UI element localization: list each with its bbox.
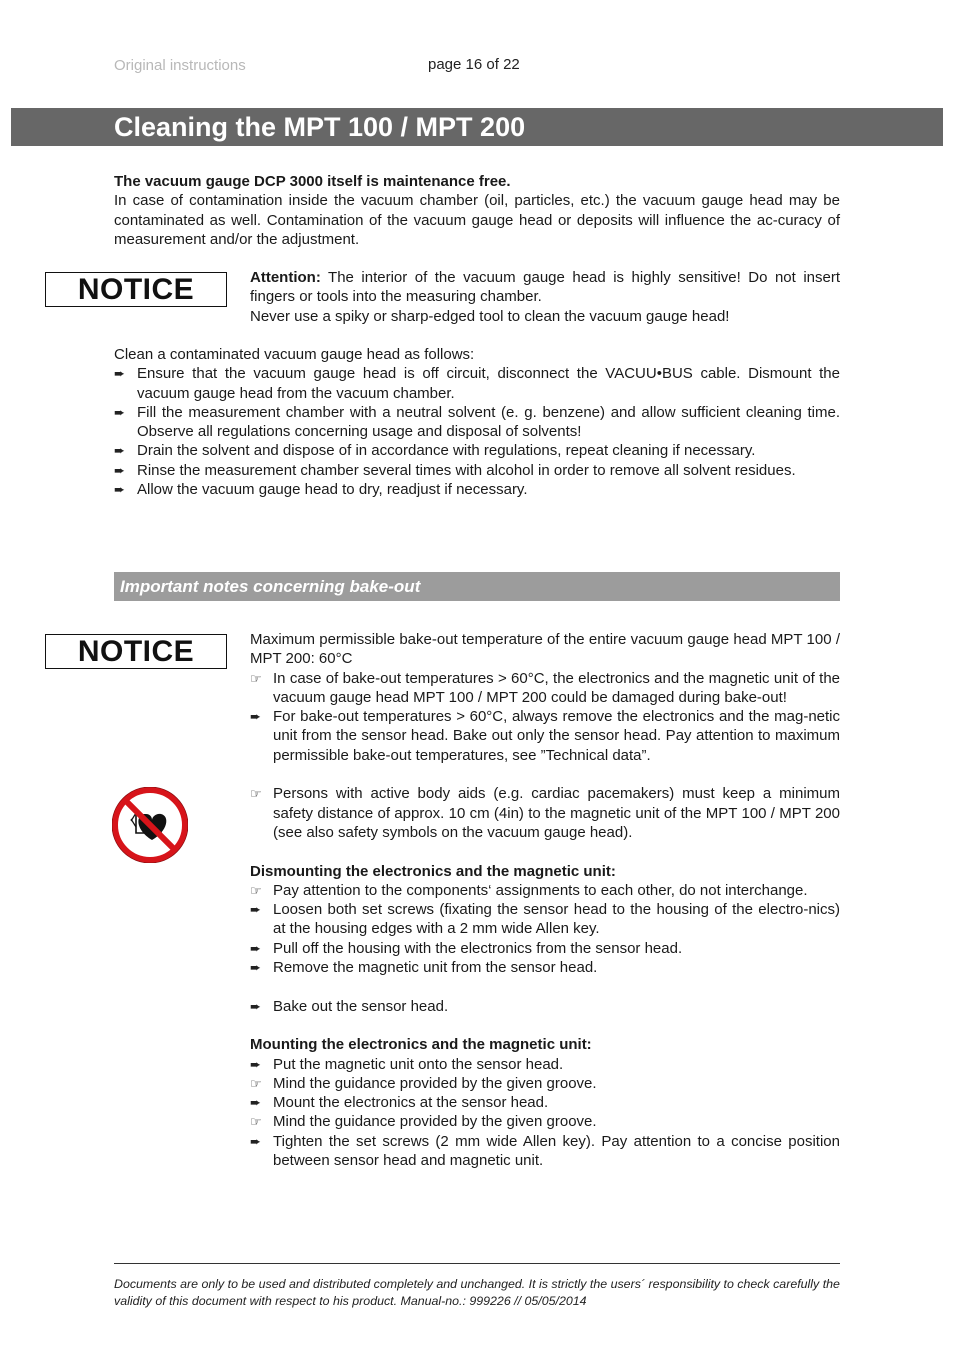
list-item-text: Persons with active body aids (e.g. cardiac pacemakers) must keep a minimum safety distance of approx. 10 cm (4in) to the magnetic unit of the MPT 100 / MPT 200 (see also safety symbols on the vacuum gauge head). — [273, 785, 840, 841]
pointing-hand-icon: ☞ — [250, 1114, 262, 1130]
arrow-icon: ➨ — [250, 902, 261, 918]
cleaning-section — [114, 345, 840, 499]
arrow-icon: ➨ — [250, 1095, 261, 1111]
intro-text: In case of contamination inside the vacuum chamber (oil, particles, etc.) the vacuum gauge head may be contaminated as well. Contamination of the vacuum gauge head or deposits will influence the ac-curacy of measurement and/or the adjustment. — [114, 192, 840, 248]
list-item-text: Allow the vacuum gauge head to dry, readjust if necessary. — [137, 481, 528, 499]
mount-heading: Mounting the electronics and the magnetic unit: — [250, 1036, 592, 1054]
bake-step-list — [250, 997, 840, 1016]
list-item-text: Bake out the sensor head. — [273, 997, 449, 1015]
list-item-text: Pull off the housing with the electronics from the sensor head. — [273, 939, 683, 957]
arrow-icon: ➨ — [114, 462, 125, 478]
arrow-icon: ➨ — [250, 998, 261, 1014]
list-item-text: Pay attention to the components‘ assignments to each other, do not interchange. — [273, 881, 808, 899]
list-item — [250, 707, 840, 765]
arrow-icon: ➨ — [114, 482, 125, 498]
notice-label-bakeout: NOTICE — [45, 634, 227, 669]
cleaning-steps-list — [114, 364, 840, 499]
list-item-text: For bake-out temperatures > 60°C, always remove the electronics and the mag-netic unit from the sensor head. Bake out only the sensor head. Pay attention to maximum permissible bake-out temperatures, see ”Technical data”. — [273, 708, 840, 764]
arrow-icon: ➨ — [114, 366, 125, 382]
list-item — [250, 1112, 840, 1131]
list-item-text: Ensure that the vacuum gauge head is off circuit, disconnect the VACUU•BUS cable. Dismount the vacuum gauge head from the vacuum chamber. — [137, 365, 840, 402]
pointing-hand-icon: ☞ — [250, 670, 262, 686]
list-item — [250, 958, 840, 977]
intro-bold-line: The vacuum gauge DCP 3000 itself is maintenance free. — [114, 173, 511, 190]
pacemaker-list — [250, 784, 840, 842]
notice-label: NOTICE — [45, 272, 227, 307]
footer-disclaimer: Documents are only to be used and distributed completely and unchanged. It is strictly the users´ responsibility to check carefully the validity of this document with respect to his product. Manual-no.: 999226 // 05/05/2014 — [114, 1277, 840, 1308]
arrow-icon: ➨ — [114, 443, 125, 459]
bakeout-heading: Important notes concerning bake-out — [120, 577, 421, 596]
list-item — [250, 1093, 840, 1112]
list-item — [250, 881, 840, 900]
bakeout-list — [250, 669, 840, 765]
list-item — [250, 1132, 840, 1171]
pointing-hand-icon: ☞ — [250, 1075, 262, 1091]
list-item — [250, 997, 840, 1016]
list-item — [250, 669, 840, 708]
list-item-text: Rinse the measurement chamber several times with alcohol in order to remove all solvent residues. — [137, 461, 796, 479]
page-title: Cleaning the MPT 100 / MPT 200 — [114, 112, 526, 142]
list-item-text: Mind the guidance provided by the given groove. — [273, 1074, 597, 1092]
list-item — [114, 441, 840, 460]
list-item-text: Mount the electronics at the sensor head. — [273, 1094, 549, 1112]
footer-divider — [114, 1263, 840, 1264]
max-temp-text: Maximum permissible bake-out temperature of the entire vacuum gauge head MPT 100 / MPT 200: 60°C — [250, 631, 840, 668]
list-item — [250, 1055, 840, 1074]
list-item-text: Remove the magnetic unit from the sensor head. — [273, 959, 598, 977]
list-item — [114, 403, 840, 442]
dismount-list — [250, 881, 840, 977]
arrow-icon: ➨ — [250, 960, 261, 976]
list-item-text: Drain the solvent and dispose of in accordance with regulations, repeat cleaning if necessary. — [137, 442, 756, 460]
page-number: page 16 of 22 — [428, 56, 520, 73]
list-item — [114, 461, 840, 480]
list-item — [250, 900, 840, 939]
list-item-text: Tighten the set screws (2 mm wide Allen key). Pay attention to a concise position between sensor head and magnetic unit. — [273, 1132, 840, 1170]
list-item-text: Mind the guidance provided by the given groove. — [273, 1113, 597, 1131]
list-item-text: Put the magnetic unit onto the sensor head. — [273, 1055, 564, 1073]
mount-list — [250, 1055, 840, 1171]
pointing-hand-icon: ☞ — [250, 882, 262, 898]
sharp-tool-warning: Never use a spiky or sharp-edged tool to clean the vacuum gauge head! — [250, 307, 730, 325]
list-item-text: In case of bake-out temperatures > 60°C, the electronics and the magnetic unit of the vacuum gauge head MPT 100 / MPT 200 could be damaged during bake-out! — [273, 669, 840, 706]
pointing-hand-icon: ☞ — [250, 786, 262, 802]
arrow-icon: ➨ — [250, 709, 261, 725]
cleaning-lead: Clean a contaminated vacuum gauge head as follows: — [114, 346, 475, 363]
intro-section — [114, 172, 840, 249]
list-item-text: Loosen both set screws (fixating the sensor head to the housing of the electro-nics) at the housing edges with a 2 mm wide Allen key. — [273, 901, 840, 938]
list-item — [250, 1074, 840, 1093]
list-item-text: Fill the measurement chamber with a neutral solvent (e. g. benzene) and allow sufficient cleaning time. Observe all regulations concerning usage and disposal of solvents! — [137, 403, 840, 441]
arrow-icon: ➨ — [250, 940, 261, 956]
list-item — [250, 784, 840, 842]
dismount-heading: Dismounting the electronics and the magnetic unit: — [250, 862, 616, 880]
header-doc-label: Original instructions — [114, 57, 246, 74]
list-item — [114, 480, 840, 499]
list-item — [114, 364, 840, 403]
no-pacemaker-icon — [112, 787, 188, 863]
arrow-icon: ➨ — [114, 404, 125, 420]
arrow-icon: ➨ — [250, 1133, 261, 1149]
list-item — [250, 939, 840, 958]
bakeout-section — [250, 630, 840, 1170]
attention-label: Attention: — [250, 269, 321, 286]
arrow-icon: ➨ — [250, 1056, 261, 1072]
attention-text: The interior of the vacuum gauge head is highly sensitive! Do not insert fingers or tools into the measuring chamber. — [250, 269, 840, 306]
notice-attention-text — [250, 268, 840, 326]
